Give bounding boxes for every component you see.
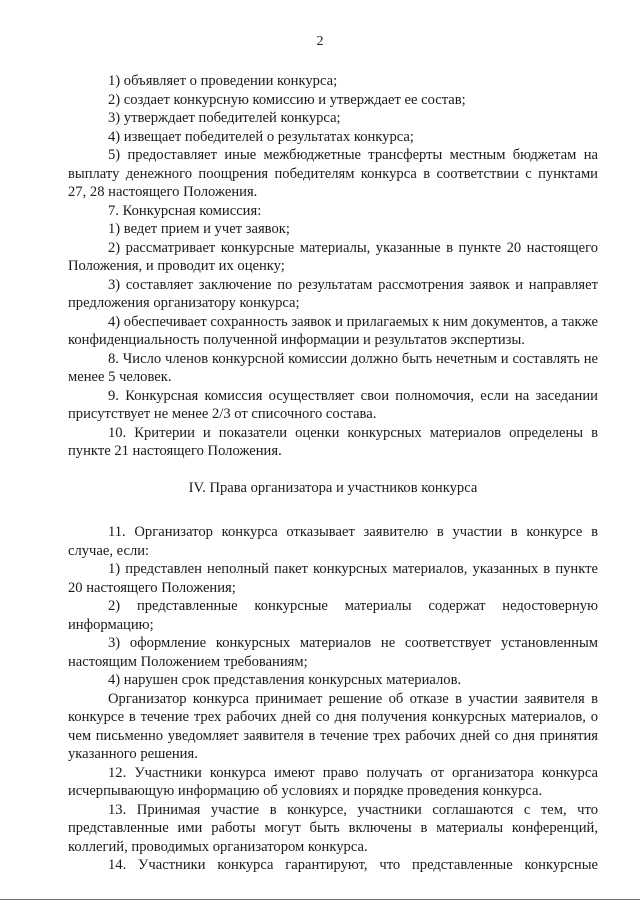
- paragraph: 9. Конкурсная комиссия осуществляет свои полномочия, если на заседании присутствует не менее 2/3 от списочного состава.: [68, 387, 598, 422]
- paragraph: 2) рассматривает конкурсные материалы, указанные в пункте 20 настоящего Положения, и проводит их оценку;: [68, 239, 598, 274]
- paragraph: 12. Участники конкурса имеют право получать от организатора конкурса исчерпывающую информацию об условиях и порядке проведения конкурса.: [68, 764, 598, 799]
- paragraph: 3) составляет заключение по результатам рассмотрения заявок и направляет предложения организатору конкурса;: [68, 276, 598, 311]
- paragraph: 1) ведет прием и учет заявок;: [108, 221, 290, 237]
- paragraph: 14. Участники конкурса гарантируют, что представленные конкурсные: [108, 857, 598, 873]
- paragraph: 4) извещает победителей о результатах конкурса;: [108, 128, 414, 145]
- paragraph: Организатор конкурса принимает решение об отказе в участии заявителя в конкурсе в течение трех рабочих дней со дня получения конкурсных материалов, о чем письменно уведомляет заявителя в течение трех рабочих дней со дня принятия указанного решения.: [68, 690, 598, 762]
- section-heading: IV. Права организатора и участников конкурса: [188, 479, 478, 496]
- paragraph: 7. Конкурсная комиссия:: [108, 202, 262, 219]
- paragraph: 10. Критерии и показатели оценки конкурсных материалов определены в пункте 21 настоящего Положения.: [68, 424, 598, 459]
- paragraph: 13. Принимая участие в конкурсе, участники соглашаются с тем, что представленные ими работы могут быть включены в материалы конференций, коллегий, проводимых организатором конкурса.: [68, 801, 598, 855]
- paragraph: 3) оформление конкурсных материалов не соответствует установленным настоящим Положением требованиям;: [68, 635, 598, 670]
- bottom-edge-line: [0, 899, 640, 900]
- paragraph: 1) представлен неполный пакет конкурсных материалов, указанных в пункте 20 настоящего Положения;: [68, 561, 598, 596]
- paragraph: 2) создает конкурсную комиссию и утверждает ее состав;: [108, 91, 466, 108]
- paragraph: 5) предоставляет иные межбюджетные трансферты местным бюджетам на выплату денежного поощрения победителям конкурса в соответствии с пунктами 27, 28 настоящего Положения.: [68, 147, 598, 200]
- page-number: 2: [316, 34, 324, 49]
- paragraph: 2) представленные конкурсные материалы содержат недостоверную информацию;: [68, 598, 598, 633]
- paragraph: 3) утверждает победителей конкурса;: [108, 110, 341, 126]
- paragraph: 4) обеспечивает сохранность заявок и прилагаемых к ним документов, а также конфиденциальность полученной информации и результатов экспертизы.: [68, 313, 598, 348]
- paragraph: 11. Организатор конкурса отказывает заявителю в участии в конкурсе в случае, если:: [68, 524, 598, 559]
- paragraph: 4) нарушен срок представления конкурсных материалов.: [108, 672, 462, 688]
- paragraph: 1) объявляет о проведении конкурса;: [108, 73, 338, 89]
- document-body: [68, 72, 598, 875]
- paragraph: 8. Число членов конкурсной комиссии должно быть нечетным и составлять не менее 5 человек.: [68, 350, 598, 385]
